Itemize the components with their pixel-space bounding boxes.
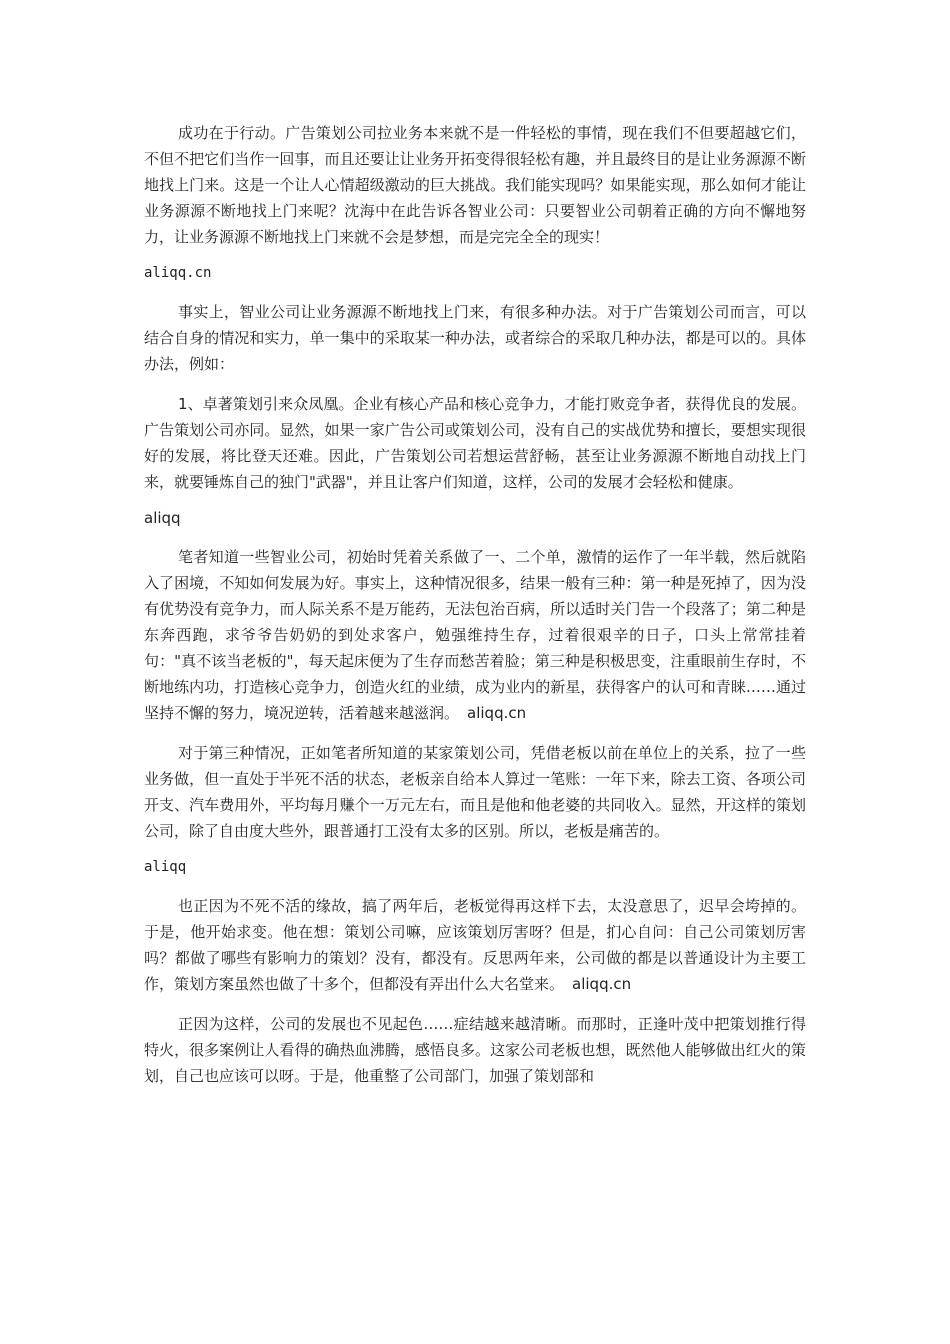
document-page (144, 120, 806, 1089)
watermark-text-5: aliqq.cn (572, 975, 632, 993)
paragraph-3-text: 、卓著策划引来众凤凰。企业有核心产品和核心竞争力，才能打败竞争者，获得优良的发展。广告策划公司亦同。显然，如果一家广告公司或策划公司，没有自己的实战优势和擅长，要想实现很好的发展，将比登天还难。因此，广告策划公司若想运营舒畅，甚至让业务源源不断地自动找上门来，就要锤炼自己的独门"武器"，并且让客户们知道，这样，公司的发展才会轻松和健康。 (144, 395, 806, 491)
paragraph-4-text: 笔者知道一些智业公司，初始时凭着关系做了一、二个单，激情的运作了一年半载，然后就陷入了困境，不知如何发展为好。事实上，这种情况很多，结果一般有三种：第一种是死掉了，因为没有优势没有竞争力，而人际关系不是万能药，无法包治百病，所以适时关门告一个段落了；第二种是东奔西跑，求爷爷告奶奶的到处求客户，勉强维持生存，过着很艰辛的日子，口头上常常挂着句："真不该当老板的"，每天起床便为了生存而愁苦着脸；第三种是积极思变，注重眼前生存时，不断地练内功，打造核心竞争力，创造火红的业绩，成为业内的新星，获得客户的认可和青睐……通过坚持不懈的努力，境况逆转，活着越来越滋润。 (144, 548, 806, 722)
paragraph-7: 正因为这样，公司的发展也不见起色……症结越来越清晰。而那时，正逢叶茂中把策划推行得特火，很多案例让人看得的确热血沸腾，感悟良多。这家公司老板也想，既然他人能够做出红火的策划，自己也应该可以呀。于是，他重整了公司部门，加强了策划部和 (144, 1015, 806, 1085)
paragraph-4 (144, 544, 806, 726)
paragraph-6 (144, 893, 806, 997)
list-number: 1 (178, 395, 188, 413)
watermark-text-2: aliqq (144, 509, 181, 527)
paragraph-5: 对于第三种情况，正如笔者所知道的某家策划公司，凭借老板以前在单位上的关系，拉了一些业务做，但一直处于半死不活的状态，老板亲自给本人算过一笔账：一年下来，除去工资、各项公司开支、汽车费用外，平均每月赚个一万元左右，而且是他和他老婆的共同收入。显然，开这样的策划公司，除了自由度大些外，跟普通打工没有太多的区别。所以，老板是痛苦的。 (144, 744, 806, 840)
paragraph-6-text: 也正因为不死不活的缘故，搞了两年后，老板觉得再这样下去，太没意思了，迟早会垮掉的。于是，他开始求变。他在想：策划公司嘛，应该策划厉害呀？但是，扪心自问：自己公司策划厉害吗？都做了哪些有影响力的策划？没有，都没有。反思两年来，公司做的都是以普通设计为主要工作，策划方案虽然也做了十多个，但都没有弄出什么大名堂来。 (144, 897, 806, 993)
paragraph-1: 成功在于行动。广告策划公司拉业务本来就不是一件轻松的事情，现在我们不但要超越它们，不但不把它们当作一回事，而且还要让让业务开拓变得很轻松有趣，并且最终目的是让业务源源不断地找上门来。这是一个让人心情超级激动的巨大挑战。我们能实现吗？如果能实现，那么如何才能让业务源源不断地找上门来呢？沈海中在此告诉各智业公司：只要智业公司朝着正确的方向不懈地努力，让业务源源不断地找上门来就不会是梦想，而是完完全全的现实！ (144, 124, 806, 246)
watermark-text-3: aliqq.cn (467, 704, 527, 722)
paragraph-2: 事实上，智业公司让业务源源不断地找上门来，有很多种办法。对于广告策划公司而言，可以结合自身的情况和实力，单一集中的采取某一种办法，或者综合的采取几种办法，都是可以的。具体办法，例如： (144, 303, 806, 373)
watermark-text-4: aliqq (144, 859, 187, 875)
paragraph-3-numbered (144, 391, 806, 495)
watermark-text-1: aliqq.cn (144, 265, 212, 281)
